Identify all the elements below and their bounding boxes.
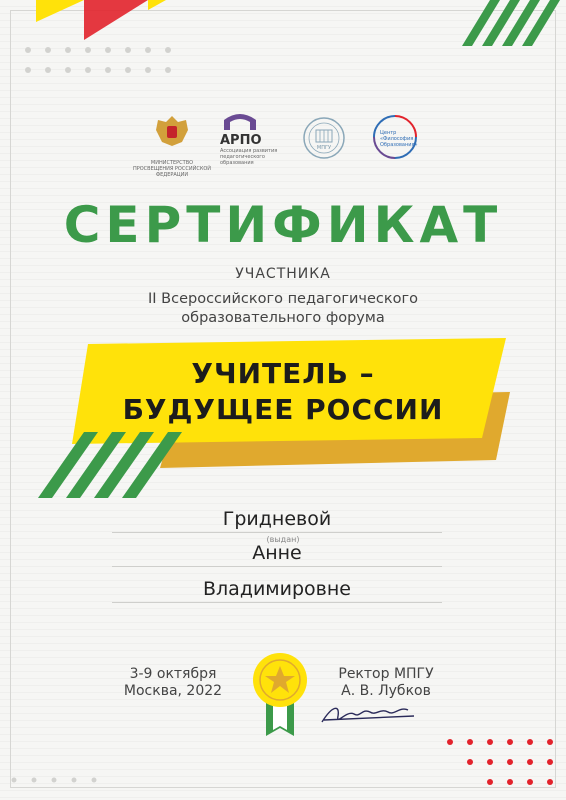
- issued-label: (выдан): [266, 535, 300, 544]
- rector-title: Ректор МПГУ: [338, 666, 434, 682]
- arpo-arch-icon: [220, 112, 260, 130]
- event-dates: 3-9 октября: [129, 666, 217, 682]
- corner-triangles-decoration: [0, 0, 170, 50]
- eagle-emblem-icon: [132, 112, 212, 156]
- green-stripes-decoration-top: [456, 0, 566, 48]
- arpo-logo-name: АРПО: [220, 133, 262, 148]
- rector-name: А. В. Лубков: [341, 683, 431, 699]
- philosophy-center-logo: [370, 112, 436, 162]
- forum-motto-line2: БУДУЩЕЕ РОССИИ: [122, 393, 444, 426]
- red-dots-decoration: [442, 738, 560, 798]
- event-date-place: [108, 666, 238, 700]
- philosophy-center-text: Центр «Философия Образования»: [380, 130, 418, 148]
- recipient-first-name: Анне: [112, 542, 442, 567]
- recipient-surname: Гридневой: [112, 508, 442, 533]
- dots-decoration-bottom: [8, 774, 108, 794]
- forum-motto-line1: УЧИТЕЛЬ –: [191, 357, 375, 390]
- arpo-logo-text: Ассоциация развития педагогического образования: [220, 148, 278, 166]
- ministry-logo-text: МИНИСТЕРСТВО ПРОСВЕЩЕНИЯ РОССИЙСКОЙ ФЕДЕРАЦИИ: [132, 160, 212, 178]
- forum-name: [0, 290, 566, 328]
- mpgu-logo-text: МПГУ: [316, 145, 332, 151]
- mpgu-seal-icon: [302, 116, 346, 160]
- recipient-patronymic: Владимировне: [112, 578, 442, 603]
- forum-motto: [0, 356, 566, 428]
- certificate-subtitle: УЧАСТНИКА: [235, 266, 331, 282]
- rector-signature: [318, 700, 418, 730]
- forum-name-line1: II Всероссийского педагогического: [148, 291, 418, 307]
- award-medal-icon: [248, 650, 312, 740]
- dots-decoration-top: [22, 46, 182, 76]
- arpo-logo: [220, 112, 290, 166]
- forum-name-line2: образовательного форума: [181, 310, 385, 326]
- ministry-logo: [132, 112, 212, 178]
- rector-info: [328, 666, 444, 700]
- event-place: Москва, 2022: [123, 683, 223, 699]
- mpgu-logo: [302, 116, 346, 160]
- certificate-title: СЕРТИФИКАТ: [63, 196, 503, 254]
